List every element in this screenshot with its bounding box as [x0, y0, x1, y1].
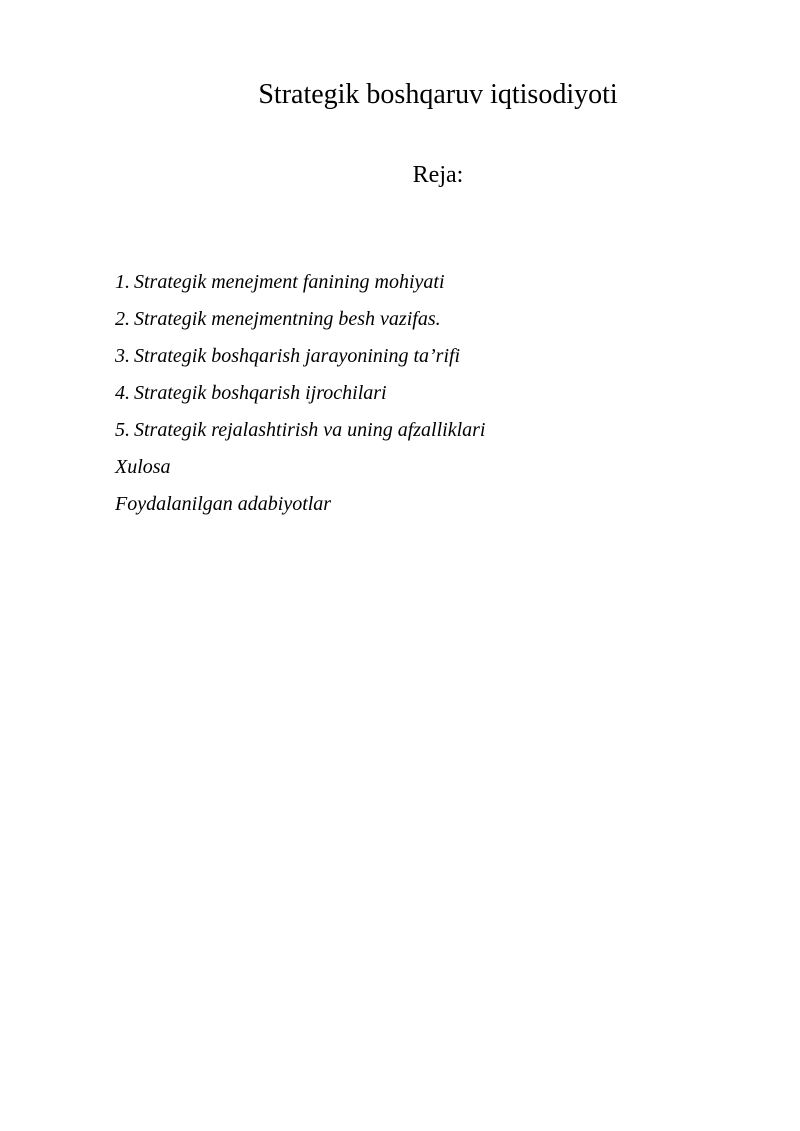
plan-heading: Reja: — [412, 162, 464, 188]
toc-item-number: 3. — [115, 345, 130, 367]
toc-item-4 — [115, 375, 735, 412]
toc-item-text: Strategik menejment fanining mohiyati — [134, 271, 445, 293]
toc-item-text: Xulosa — [115, 456, 171, 478]
toc-item-text: Strategik rejalashtirish va uning afzalliklari — [134, 419, 486, 441]
toc-item-text: Foydalanilgan adabiyotlar — [115, 493, 332, 515]
toc-item-conclusion — [115, 449, 735, 486]
table-of-contents — [115, 264, 735, 523]
toc-item-text: Strategik boshqarish jarayonining ta’rifi — [134, 345, 461, 367]
toc-item-number: 4. — [115, 382, 130, 404]
toc-item-5 — [115, 412, 735, 449]
toc-item-text: Strategik menejmentning besh vazifas. — [134, 308, 441, 330]
toc-item-number: 1. — [115, 271, 130, 293]
toc-item-text: Strategik boshqarish ijrochilari — [134, 382, 387, 404]
toc-item-3 — [115, 338, 735, 375]
toc-item-number: 2. — [115, 308, 130, 330]
document-title: Strategik boshqaruv iqtisodiyoti — [258, 79, 618, 110]
toc-item-1 — [115, 264, 735, 301]
toc-item-number: 5. — [115, 419, 130, 441]
toc-item-references — [115, 486, 735, 523]
toc-item-2 — [115, 301, 735, 338]
